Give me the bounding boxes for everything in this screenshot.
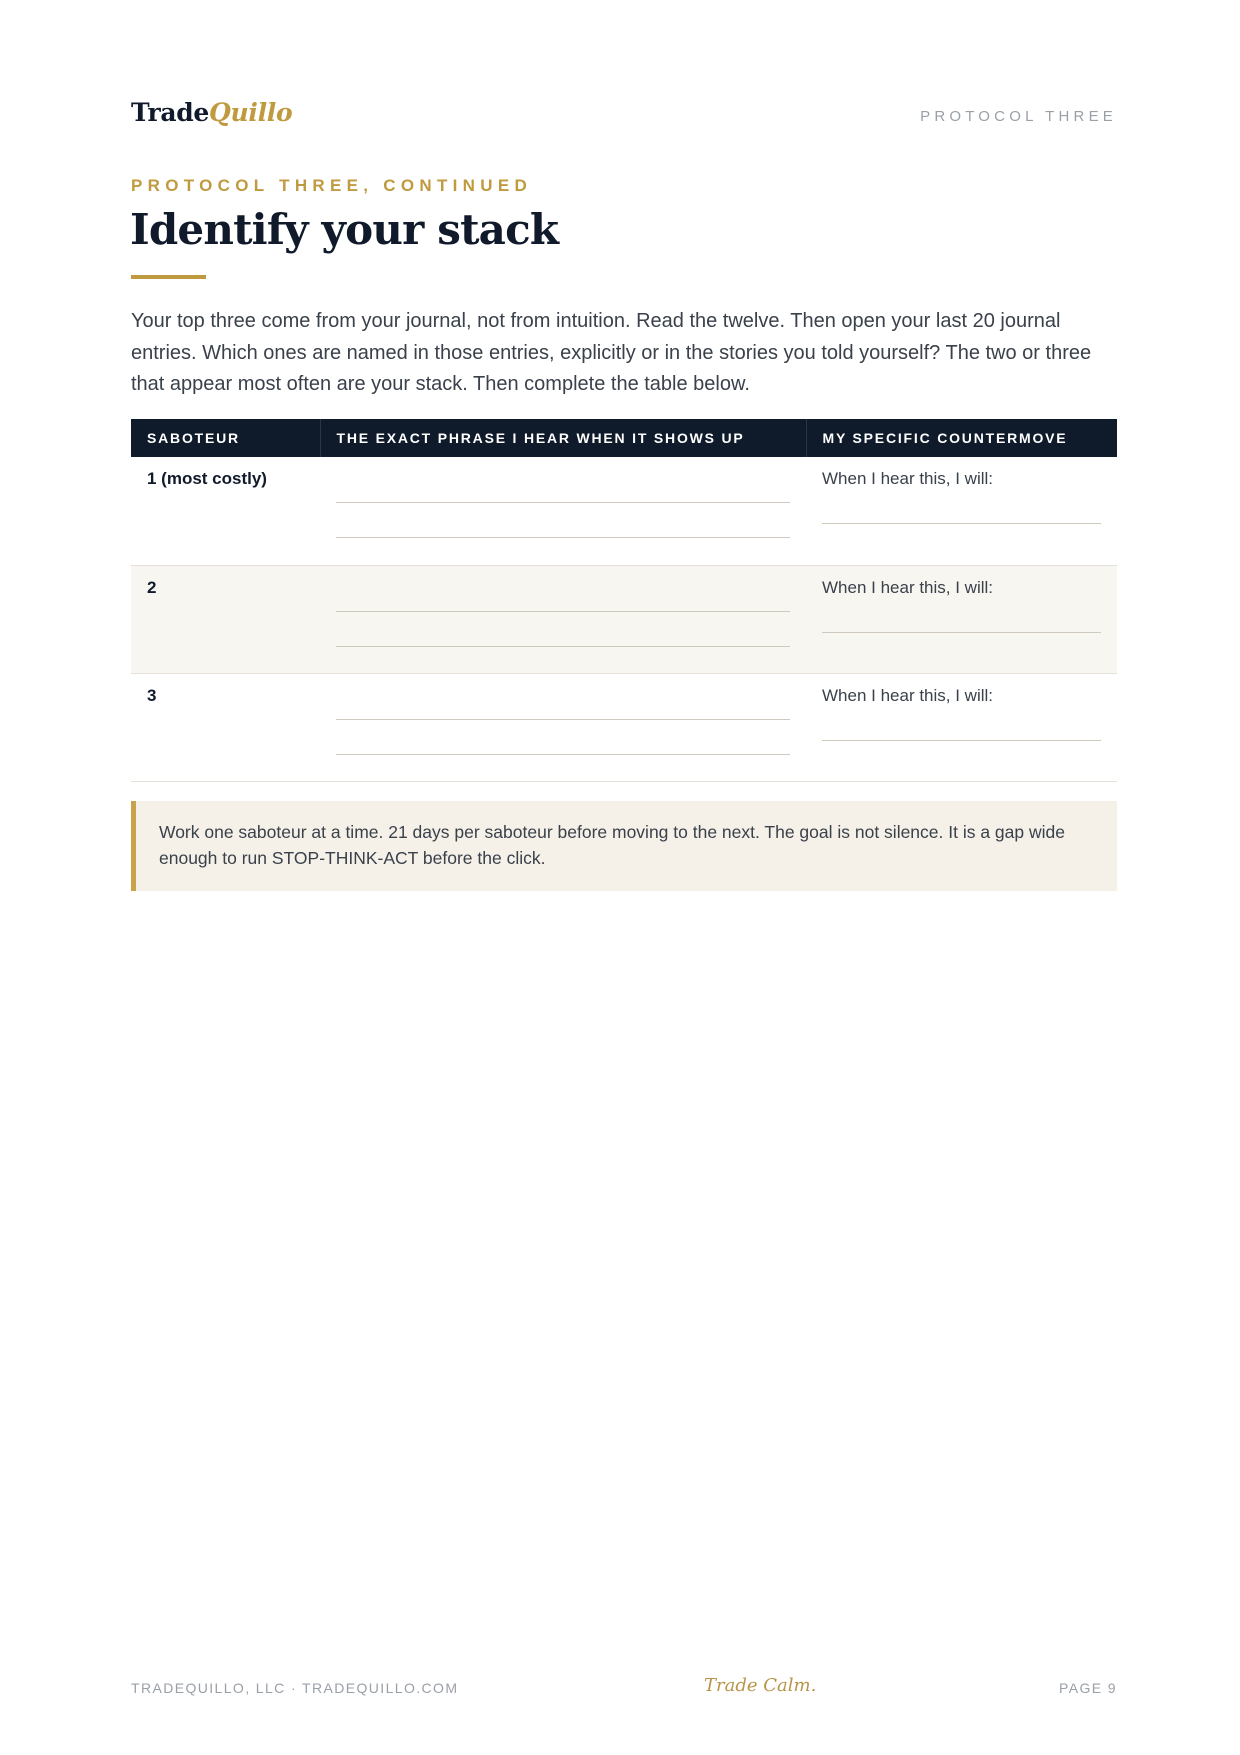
col-header-saboteur: SABOTEUR: [131, 419, 320, 457]
saboteur-table: [131, 419, 1117, 782]
table-row: [131, 565, 1117, 673]
write-line[interactable]: [336, 719, 790, 720]
write-line[interactable]: [822, 632, 1101, 633]
write-line[interactable]: [336, 502, 790, 503]
title-underline: [131, 275, 206, 279]
table-row: [131, 673, 1117, 781]
table-row: [131, 457, 1117, 565]
logo-primary: Trade: [131, 98, 210, 127]
saboteur-rank: 3: [147, 685, 157, 705]
callout-note: Work one saboteur at a time. 21 days per saboteur before moving to the next. The goal is not silence. It is a gap wide enough to run STOP-THINK-ACT before the click.: [131, 801, 1117, 891]
intro-paragraph: Your top three come from your journal, not from intuition. Read the twelve. Then open your last 20 journal entries. Which ones are named in those entries, explicitly or in the stories you told yourself? The two or three that appear most often are your stack. Then complete the table below.: [131, 310, 1092, 395]
footer-page-number: PAGE 9: [1059, 1680, 1117, 1696]
countermove-cell[interactable]: [806, 565, 1117, 673]
countermove-cell[interactable]: [806, 673, 1117, 781]
footer-company: TRADEQUILLO, LLC · TRADEQUILLO.COM: [131, 1680, 459, 1696]
countermove-prompt: When I hear this, I will:: [822, 469, 994, 488]
table-header-row: [131, 419, 1117, 457]
footer-tagline: Trade Calm.: [704, 1675, 817, 1696]
col-header-phrase: THE EXACT PHRASE I HEAR WHEN IT SHOWS UP: [320, 419, 806, 457]
phrase-cell[interactable]: [320, 673, 806, 781]
page-title: Identify your stack: [130, 205, 559, 254]
section-eyebrow: PROTOCOL THREE, CONTINUED: [131, 176, 533, 195]
write-line[interactable]: [336, 646, 790, 647]
header-section-label: PROTOCOL THREE: [920, 108, 1117, 125]
phrase-cell[interactable]: [320, 457, 806, 565]
col-header-countermove: MY SPECIFIC COUNTERMOVE: [806, 419, 1117, 457]
write-line[interactable]: [822, 523, 1101, 524]
saboteur-cell: [131, 673, 320, 781]
countermove-prompt: When I hear this, I will:: [822, 685, 994, 705]
saboteur-rank: 1 (most costly): [147, 469, 267, 488]
write-line[interactable]: [336, 537, 790, 538]
logo-accent: Quillo: [209, 98, 293, 127]
write-line[interactable]: [822, 740, 1101, 741]
brand-logo: [131, 98, 292, 127]
countermove-prompt: When I hear this, I will:: [822, 577, 994, 597]
saboteur-rank: 2: [147, 577, 157, 597]
phrase-cell[interactable]: [320, 565, 806, 673]
write-line[interactable]: [336, 611, 790, 612]
write-line[interactable]: [336, 754, 790, 755]
saboteur-cell: [131, 565, 320, 673]
saboteur-cell: [131, 457, 320, 565]
countermove-cell[interactable]: [806, 457, 1117, 565]
